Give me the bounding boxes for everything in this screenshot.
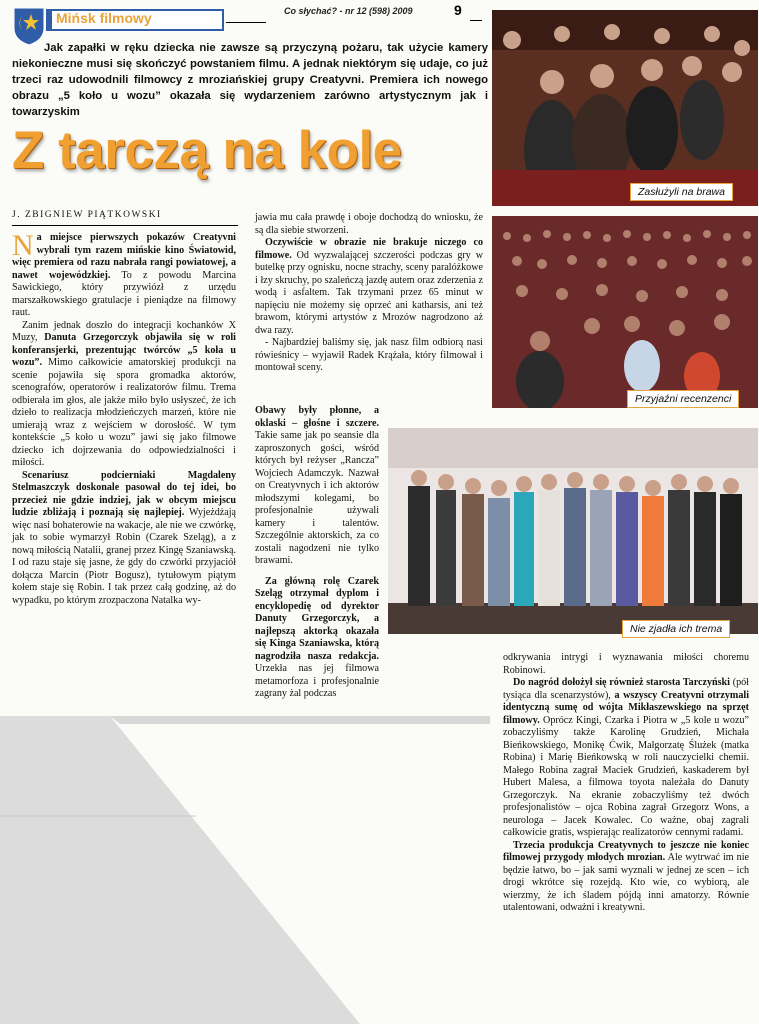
- header-rule: [226, 22, 266, 23]
- page-number: 9: [454, 2, 462, 18]
- body-text: odkrywania intrygi i wyznawania miłości choremu Robinowi.: [503, 652, 749, 676]
- torn-paper-edge: [0, 700, 490, 1024]
- article-column-2-mid: [255, 405, 379, 701]
- bold-text: Za główną rolę Czarek Szeląg otrzymał dyplom i encyklopedię od dyrektor Danuty Grzegorczyk, a najlepszą aktorką okazała się Kinga Szaniawska, którą nagrodziła nasza redakcja.: [255, 575, 379, 662]
- body-text: jawia mu cała prawdę i oboje dochodzą do wniosku, że są dla siebie stworzeni.: [255, 212, 483, 236]
- section-title: Mińsk filmowy: [56, 10, 152, 26]
- article-column-3: [503, 652, 749, 915]
- issue-info: Co słychać? - nr 12 (598) 2009: [284, 6, 413, 16]
- paragraph: [255, 405, 379, 568]
- article-column-2-top: [255, 212, 483, 375]
- body-text: To z powodu Marcina Sawickiego, który przywiózł z urzędu marszałkowskiego gratulacje i pieniądze na filmowy raut.: [12, 269, 236, 318]
- bold-text: Obawy były płonne, a oklaski – głośne i szczere.: [255, 405, 379, 429]
- body-text: Ale wytrwać im nie będzie łatwo, bo – jak sami wyznali w jednej ze scen – ich drogi wkrótce się rozejdą. Kto wie, co wybiorą, ale wierzmy, że ich śladem pójdą inni amatorzy. Równie utalentowani, odważni i kreatywni.: [503, 852, 749, 913]
- body-text: Zanim jednak doszło do integracji kochanków X Muzy,: [12, 319, 236, 343]
- article-lead: Jak zapałki w ręku dziecka nie zawsze są przyczyną pożaru, tak użycie kamery niekonieczne musi się skończyć powstaniem filmu. A jednak niektórym się udaje, co już trzeci raz udowodnili filmowcy z mroziańskiej grupy Creatyvni. Premiera ich nowego obrazu „5 koło u wozu” okazała się wydarzeniem zarówno artystycznym jak i towarzyskim: [12, 42, 488, 118]
- body-text: Od wyzwalającej szczerości podczas gry w butelkę przy ognisku, nocne strachy, sceny paralóżkowe i łzy skruchy, po szaleńczą jazdę autem oraz zderzenia z wodą i asfaltem. Tak trzymani przez 65 minut w napięciu nie możemy się oprzeć ani katharsis, ani też brawom, którymi artystów z Mrozów nagrodzono aż dwa razy.: [255, 249, 483, 336]
- paragraph: [255, 337, 483, 375]
- body-text: - Najbardziej baliśmy się, jak nasz film odbiorą nasi rówieśnicy – wyjawił Radek Krążała, który filmował i montował sceny.: [255, 337, 483, 373]
- paragraph: [503, 677, 749, 840]
- bold-text: Trzecia produkcja Creatyvnych to jeszcze nie koniec filmowej przygody młodych mrozian.: [503, 839, 749, 863]
- photo-1-image: [492, 10, 758, 206]
- bold-text: Danuta Grzegorczyk objawiła się w roli konferansjerki, prezentując twórców „5 koła u wozu”.: [12, 332, 236, 368]
- paragraph: [255, 576, 379, 701]
- paragraph: [255, 212, 483, 237]
- body-text: Wyjeżdżają więc nasi bohaterowie na wakacje, ale nie we czwórkę, jak to sobie wymarzył Robin (Czarek Szeląg), a z nową miłością Natalii, granej przez Kingę Szaniawską. I od razu staje się jasne, że gdy do czwórki przyjaciół dołącza Marcin (Piotr Bogusz), tytułowym piątym kołem staje się Robin. I tak przez całą godzinę, aż do wypadku, po którym zrozpaczona Natalka wy-: [12, 507, 236, 606]
- photo-3-image: [388, 428, 758, 634]
- paragraph: [12, 229, 236, 320]
- paragraph: [12, 320, 236, 470]
- body-text: Takie same jak po seansie dla zaproszonych gości, wśród których był reżyser „Rancza” Wojciech Adamczyk. Nazwał on Creatyvnych i ich aktorów młodszymi kolegami, bo profesjonalnie używali kamery i talentów. Szczególnie aktorskich, za co zostali nagodzeni nie tylko brawami.: [255, 430, 379, 566]
- paragraph: [255, 237, 483, 337]
- paragraph: [503, 652, 749, 677]
- bold-text: a miejsce pierwszych pokazów Creatyvni wybrali tym razem mińskie kino Światowid, więc premiera od razu nabrała rangi powiatowej, a nawet wojewódzkiej.: [12, 232, 236, 281]
- article-byline: J. ZBIGNIEW PIĄTKOWSKI: [12, 210, 162, 220]
- body-text: Urzekła nas jej filmowa metamorfoza i profesjonalnie zagrany żal podczas: [255, 663, 379, 699]
- photo-audience-applause: [492, 10, 758, 206]
- photo-cinema-hall: [492, 216, 758, 408]
- article-column-1: [12, 229, 236, 607]
- page-number-dash: [470, 20, 482, 21]
- paragraph: [503, 840, 749, 915]
- photo-caption: Przyjaźni recenzenci: [627, 390, 739, 408]
- photo-caption: Nie zjadła ich trema: [622, 620, 730, 638]
- photo-2-image: [492, 216, 758, 408]
- photo-cast-on-stage: [388, 428, 758, 634]
- bold-text: Oczywiście w obrazie nie brakuje niczego co filmowe.: [255, 237, 483, 261]
- paragraph: [12, 470, 236, 608]
- photo-caption: Zasłużyli na brawa: [630, 183, 733, 201]
- bold-text: Do nagród dołożył się również starosta Tarczyński: [513, 677, 730, 688]
- body-text: (pół tysiąca dla scenarzystów),: [503, 677, 749, 701]
- body-text: Oprócz Kingi, Czarka i Piotra w „5 kole u wozu” zobaczyliśmy także Karolinę Grudzień, Michała Bieńkowskiego, Monikę Ćwik, Małgorzatę Ślużek (matka Robina) i Marię Bieńkowską w roli nauczycielki chemii. Małego Robina zagrał Maciek Grudzień, kaskaderem był Hubert Malesa, a filmowa toyota należała do Danuty Grzegorczyk. Na ekranie zobaczyliśmy też dwóch profesjonalistów – ojca Robina zagrał Grzegorz Wons, a neurologa – Jacek Kowalec. Co ważne, obaj zagrali całkowicie gratis, wspierając realizatorów cennymi radami.: [503, 714, 749, 838]
- drop-cap: N: [12, 229, 34, 262]
- byline-rule: [12, 225, 238, 226]
- bold-text: a wszyscy Creatyvni otrzymali identyczną sumę od wójta Mikłaszewskiego na sprzęt filmowy.: [503, 689, 749, 726]
- bold-text: Scenariusz podcierniaki Magdaleny Stelmaszczyk doskonale pasował do tej idei, bo przecież nie gdzie indziej, jak w obcym miejscu ludzie zbliżają i poznają się najlepiej.: [12, 469, 236, 518]
- body-text: Mimo całkowicie amatorskiej produkcji na scenie pojawiła się spora gromadka aktorów, scenografów, operatorów i realizatorów filmu. Trema odbierała im głos, ale jakże miło było usłyszeć, że ich dzieło to realizacja młodzieńczych marzeń, które nie umierają wraz z wejściem w dorosłość. W tym kontekście „5 koło u wozu” jawi się jako filmowe dziecko ich dojrzewania do odpowiedzialności i miłości.: [12, 357, 236, 468]
- article-headline: Z tarczą na kole: [12, 121, 402, 180]
